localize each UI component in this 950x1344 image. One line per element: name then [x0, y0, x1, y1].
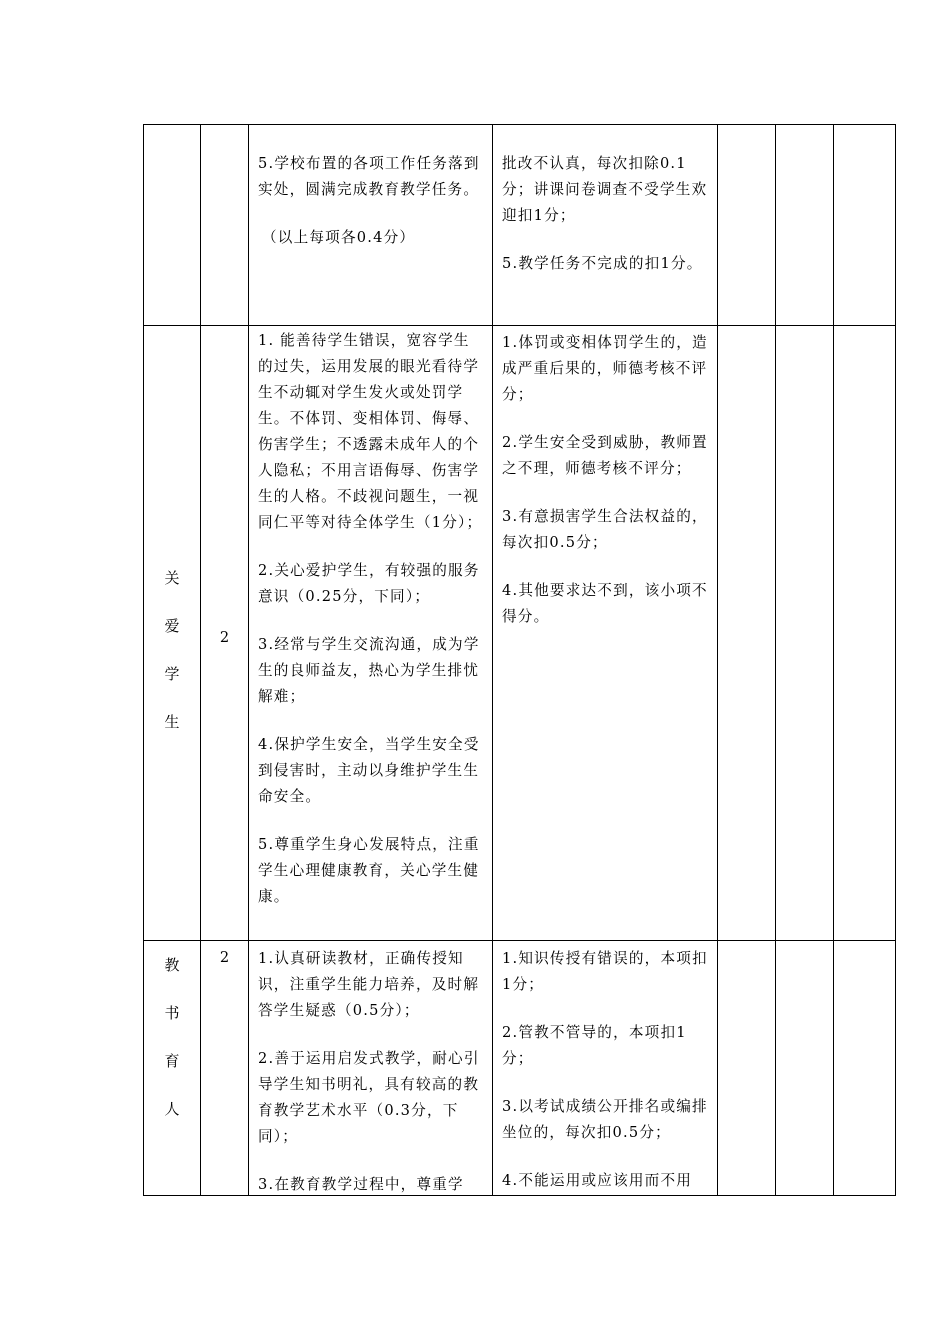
empty-cell: [834, 125, 896, 326]
deduction-cell: [493, 941, 718, 1196]
empty-cell: [718, 125, 776, 326]
empty-cell: [776, 326, 834, 941]
standard-text: 1.认真研读教材，正确传授知识，注重学生能力培养，及时解答学生疑惑（0.5分）；: [258, 950, 480, 1019]
table-row: [144, 941, 896, 1196]
category-char: 关: [164, 569, 180, 587]
evaluation-table: [143, 124, 896, 1196]
score-cell: [201, 326, 249, 941]
table-row: [144, 125, 896, 326]
deduction-text: 1.体罚或变相体罚学生的，造成严重后果的，师德考核不评分；: [502, 334, 708, 403]
empty-cell: [834, 326, 896, 941]
score-cell: [201, 941, 249, 1196]
deduction-text: 3.以考试成绩公开排名或编排坐位的，每次扣0.5分；: [502, 1098, 708, 1141]
category-char: 学: [164, 665, 180, 683]
deduction-text: 1.知识传授有错误的，本项扣1分；: [502, 950, 708, 993]
category-char: 爱: [164, 617, 180, 635]
category-char: 人: [164, 1100, 180, 1118]
standard-text: 5.学校布置的各项工作任务落到实处，圆满完成教育教学任务。: [258, 155, 480, 198]
empty-cell: [718, 941, 776, 1196]
category-cell: [144, 125, 201, 326]
standard-text: 5.尊重学生身心发展特点，注重学生心理健康教育，关心学生健康。: [258, 836, 480, 905]
empty-cell: [834, 941, 896, 1196]
deduction-text: 批改不认真，每次扣除0.1分；讲课问卷调查不受学生欢迎扣1分；: [502, 155, 708, 224]
empty-cell: [776, 941, 834, 1196]
category-char: 生: [164, 713, 180, 731]
category-char: 育: [164, 1052, 180, 1070]
score-cell: [201, 125, 249, 326]
standard-text: 2.善于运用启发式教学，耐心引导学生知书明礼，具有较高的教育教学艺术水平（0.3分，下同）；: [258, 1050, 480, 1145]
score-value: 2: [219, 949, 230, 966]
deduction-cell: [493, 125, 718, 326]
deduction-text: 4.其他要求达不到，该小项不得分。: [502, 582, 708, 625]
deduction-text: 5.教学任务不完成的扣1分。: [502, 255, 703, 272]
standard-cell: [249, 326, 493, 941]
standard-text: （以上每项各0.4分）: [262, 229, 416, 246]
category-cell: [144, 326, 201, 941]
empty-cell: [776, 125, 834, 326]
score-value: 2: [219, 629, 230, 646]
category-char: 教: [164, 956, 180, 974]
deduction-text: 2.管教不管导的，本项扣1分；: [502, 1024, 687, 1067]
deduction-text: 4.不能运用或应该用而不用: [502, 1172, 693, 1189]
deduction-text: 2.学生安全受到威胁，教师置之不理，师德考核不评分；: [502, 434, 708, 477]
standard-cell: [249, 941, 493, 1196]
category-cell: [144, 941, 201, 1196]
standard-cell: [249, 125, 493, 326]
category-char: 书: [164, 1004, 180, 1022]
standard-text: 2.关心爱护学生，有较强的服务意识（0.25分，下同）；: [258, 562, 480, 605]
standard-text: 1. 能善待学生错误，宽容学生的过失，运用发展的眼光看待学生不动辄对学生发火或处罚学生。不体罚、变相体罚、侮辱、伤害学生；不透露未成年人的个人隐私；不用言语侮辱、伤害学生的人格。不歧视问题生，一视同仁平等对待全体学生（1分）；: [258, 332, 483, 531]
empty-cell: [718, 326, 776, 941]
standard-text: 3.经常与学生交流沟通，成为学生的良师益友，热心为学生排忧解难；: [258, 636, 480, 705]
table-row: [144, 326, 896, 941]
deduction-cell: [493, 326, 718, 941]
standard-text: 3.在教育教学过程中，尊重学: [258, 1176, 464, 1193]
deduction-text: 3.有意损害学生合法权益的，每次扣0.5分；: [502, 508, 708, 551]
standard-text: 4.保护学生安全，当学生安全受到侵害时，主动以身维护学生生命安全。: [258, 736, 480, 805]
